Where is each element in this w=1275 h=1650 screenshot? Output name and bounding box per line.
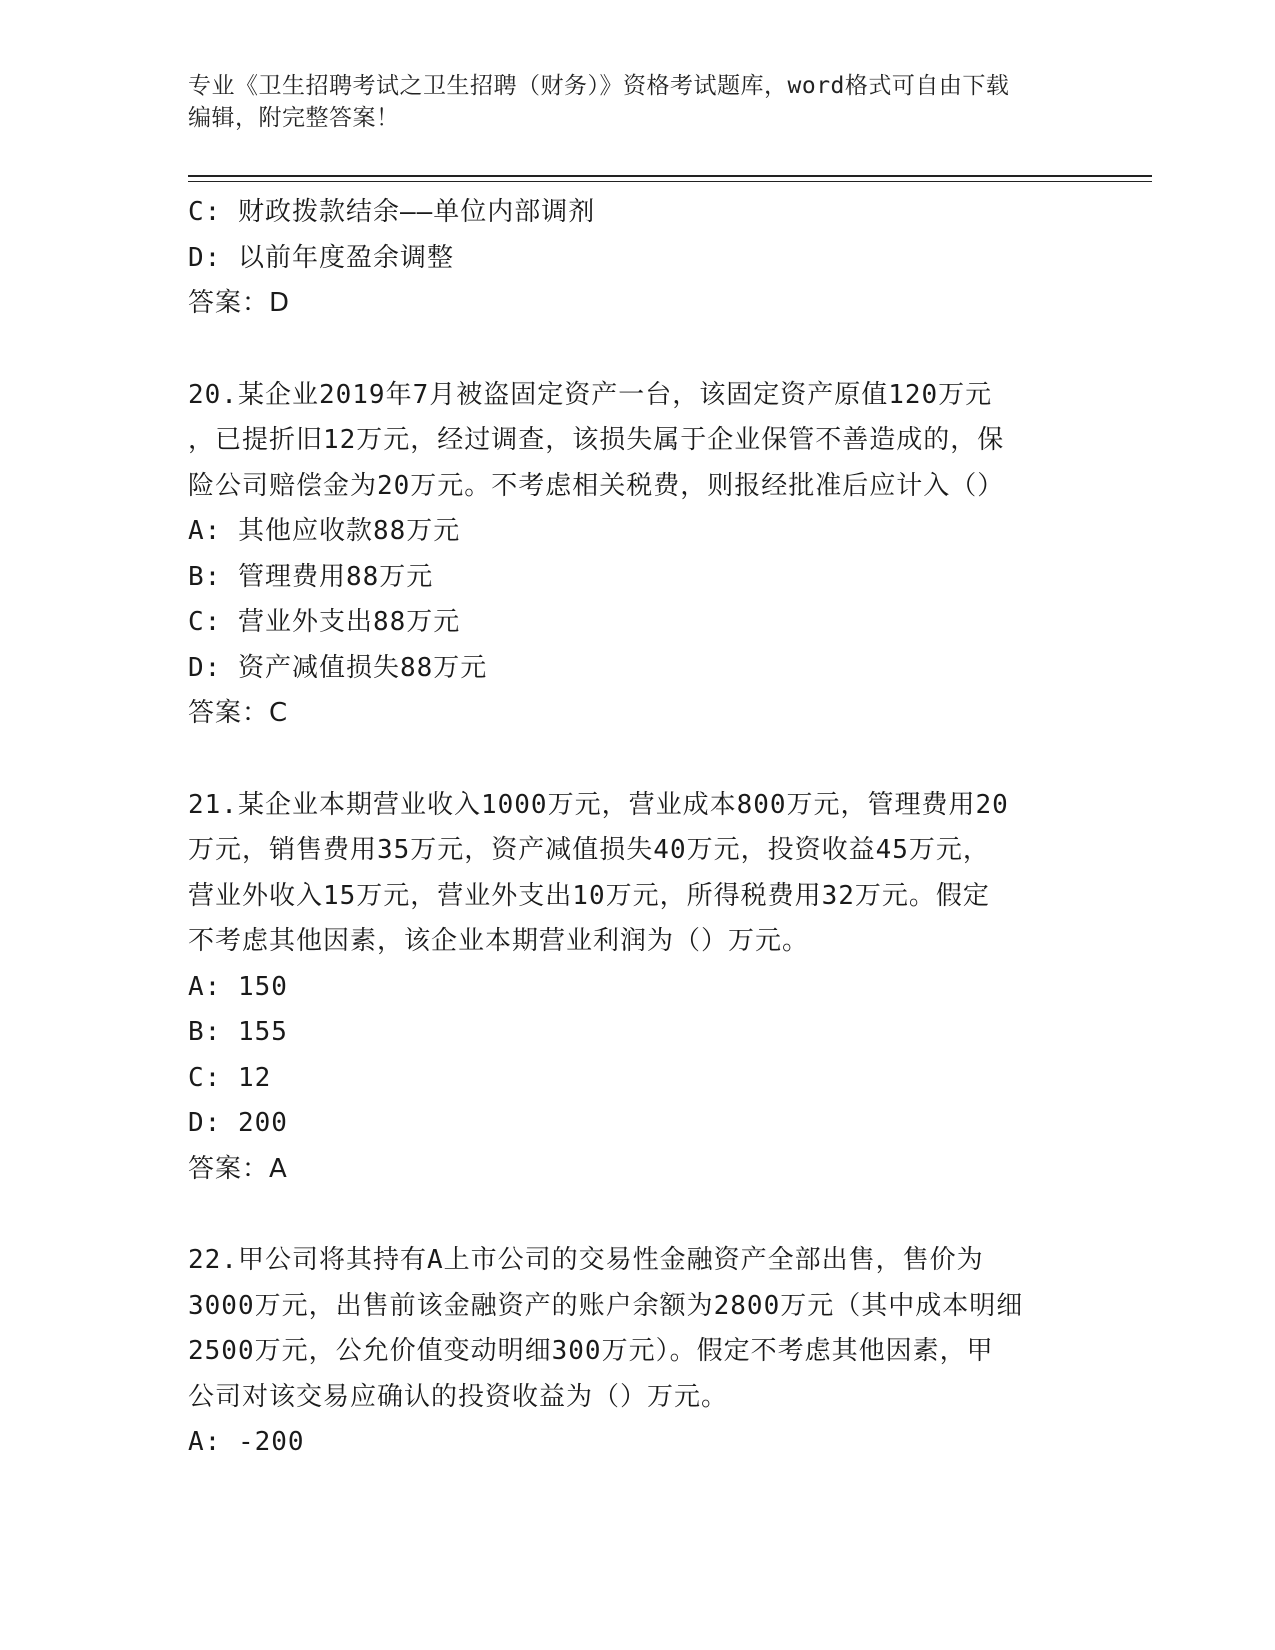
spacer [188, 737, 1088, 783]
question-text-line: 营业外收入15万元，营业外支出10万元，所得税费用32万元。假定 [188, 880, 990, 911]
question-block-21 [188, 783, 1088, 1193]
spacer [188, 327, 1088, 373]
question-text-line: 不考虑其他因素，该企业本期营业利润为（）万元。 [188, 926, 810, 956]
option-c: C: 财政拨款结余——单位内部调剂 [188, 197, 596, 227]
question-text-line: 万元，销售费用35万元，资产减值损失40万元，投资收益45万元， [188, 835, 990, 865]
option-d: D: 资产减值损失88万元 [188, 652, 488, 683]
option-d: D: 以前年度盈余调整 [188, 242, 454, 273]
document-header [188, 70, 1088, 134]
question-text-line: 公司对该交易应确认的投资收益为（）万元。 [188, 1381, 729, 1412]
option-c: C: 营业外支出88万元 [188, 607, 461, 637]
option-b: B: 管理费用88万元 [188, 561, 434, 592]
header-line-1: 专业《卫生招聘考试之卫生招聘（财务）》资格考试题库，word格式可自由下载 [188, 73, 1010, 99]
document-body [188, 190, 1088, 1466]
spacer [188, 1192, 1088, 1238]
answer-line: 答案：C [188, 698, 289, 728]
question-text-line: 21.某企业本期营业收入1000万元，营业成本800万元，管理费用20 [188, 789, 1009, 820]
question-text-line: 22.甲公司将其持有A上市公司的交易性金融资产全部出售，售价为 [188, 1245, 984, 1275]
option-a: A: 其他应收款88万元 [188, 516, 461, 546]
question-text-line: 2500万元，公允价值变动明细300万元）。假定不考虑其他因素，甲 [188, 1336, 994, 1366]
option-a: A: -200 [188, 1427, 305, 1457]
option-c: C: 12 [188, 1062, 272, 1093]
answer-line: 答案：D [188, 288, 291, 318]
option-a: A: 150 [188, 971, 288, 1002]
question-block-22 [188, 1238, 1088, 1466]
question-text-line: 3000万元，出售前该金融资产的账户余额为2800万元（其中成本明细 [188, 1290, 1024, 1321]
option-b: B: 155 [188, 1017, 288, 1047]
question-text-line: 20.某企业2019年7月被盗固定资产一台，该固定资产原值120万元 [188, 379, 993, 410]
header-line-2: 编辑，附完整答案！ [188, 105, 400, 131]
option-d: D: 200 [188, 1108, 288, 1138]
answer-line: 答案：A [188, 1153, 288, 1184]
question-text-line: ，已提折旧12万元，经过调查，该损失属于企业保管不善造成的，保 [188, 425, 1005, 455]
question-text-line: 险公司赔偿金为20万元。不考虑相关税费，则报经批准后应计入（） [188, 470, 1005, 501]
header-divider-thin [188, 181, 1152, 182]
question-block-20 [188, 373, 1088, 737]
question-block-19 [188, 190, 1088, 327]
header-divider-thick [188, 175, 1152, 177]
